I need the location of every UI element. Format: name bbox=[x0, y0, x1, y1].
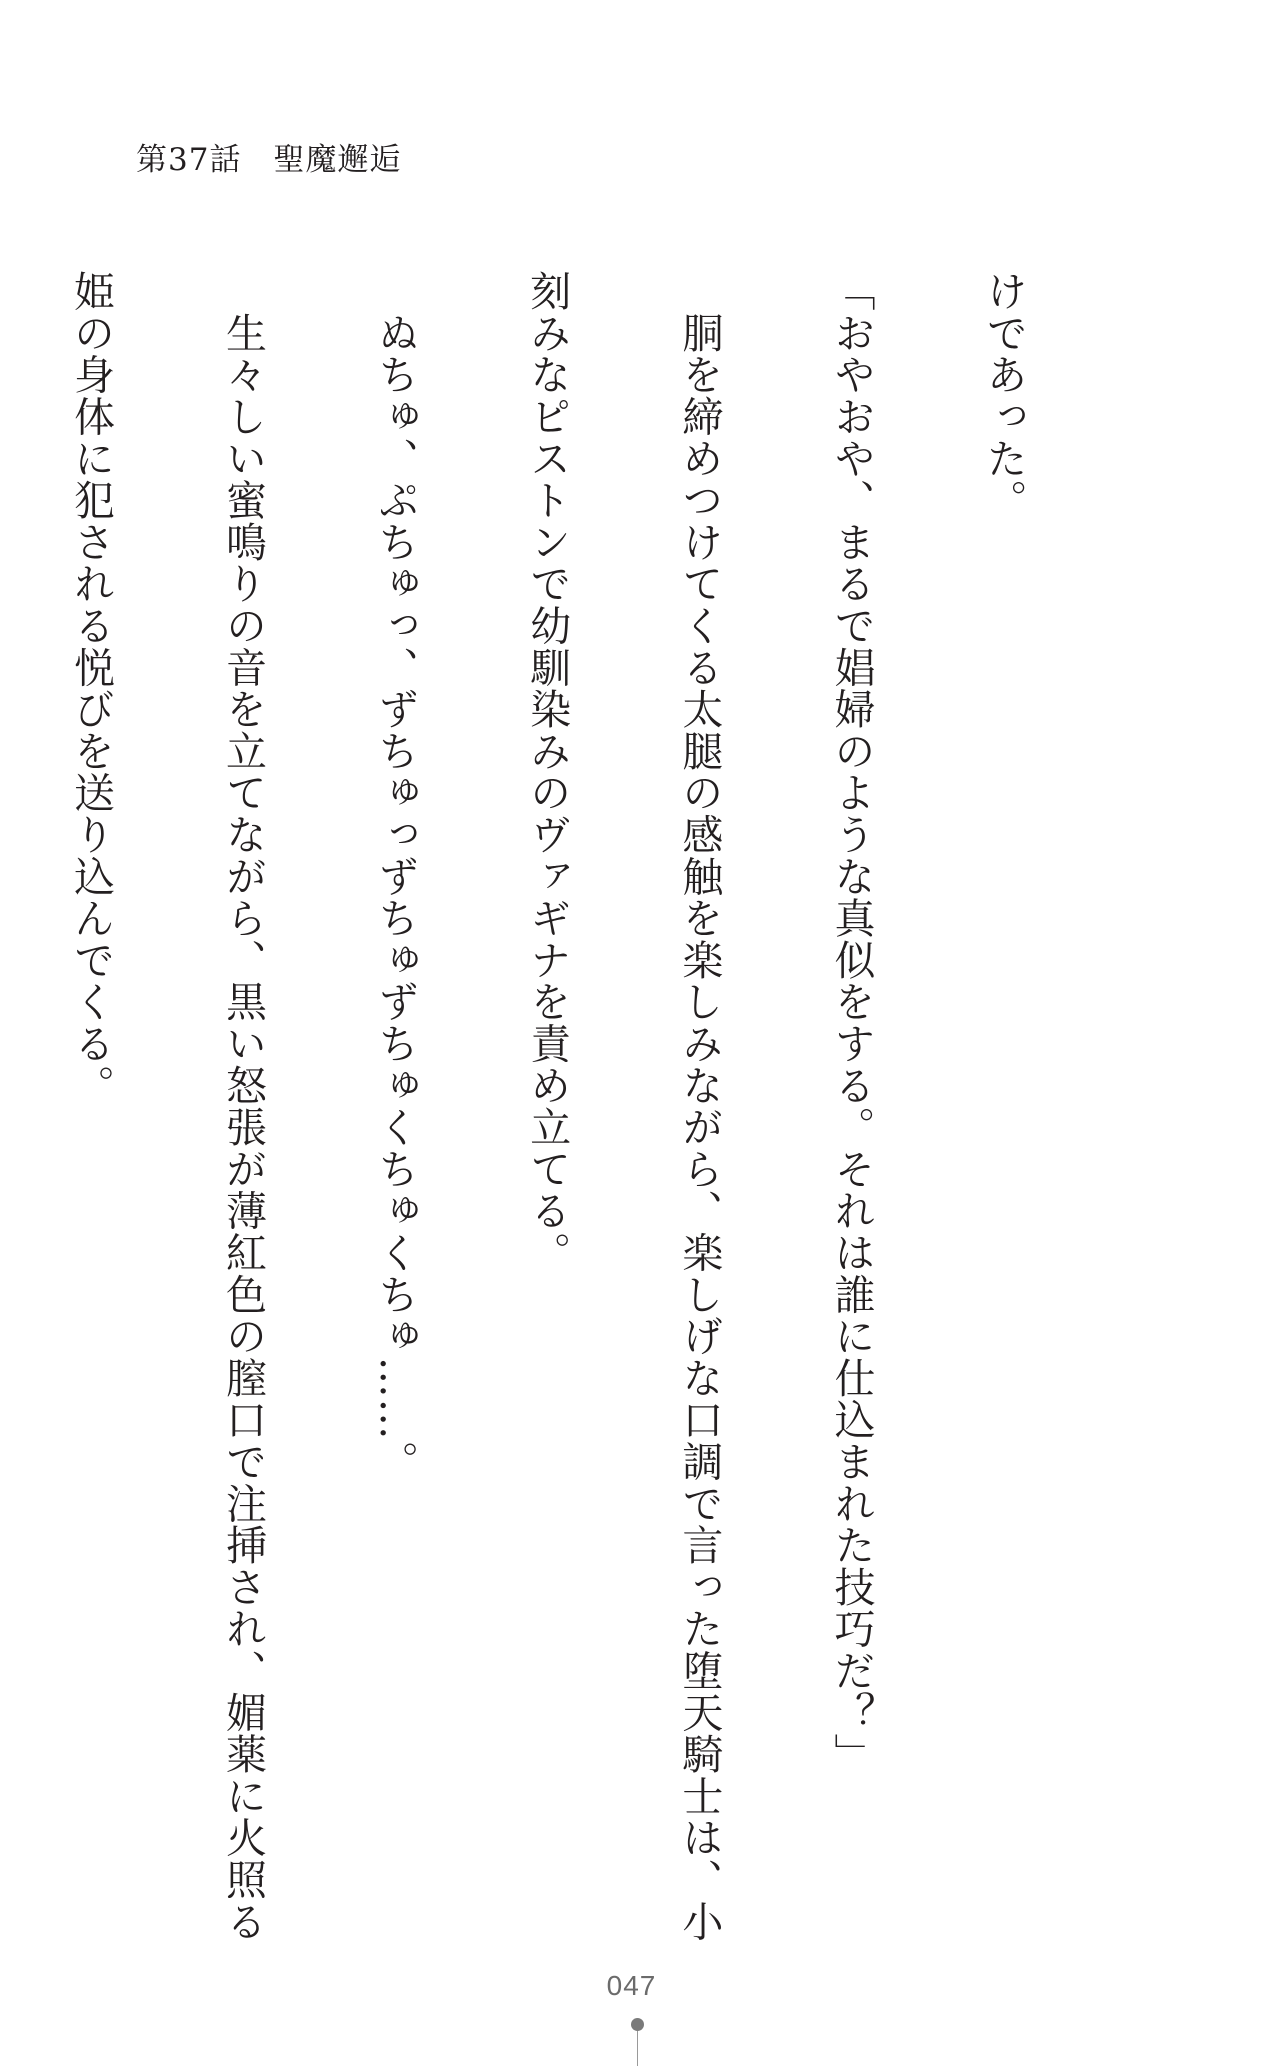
text-line: 胴を締めつけてくる太腿の感触を楽しみながら、楽しげな口調で言った堕天騎士は、小 bbox=[675, 270, 724, 1942]
page-marker-line bbox=[637, 2031, 638, 2066]
text-line: ぬちゅ、ぷちゅっ、ずちゅっずちゅずちゅくちゅくちゅ……。 bbox=[371, 270, 420, 1483]
chapter-title: 第37話 聖魔邂逅 bbox=[136, 142, 402, 178]
page-marker-dot bbox=[631, 2018, 644, 2031]
text-line: 生々しい蜜鳴りの音を立てながら、黒い怒張が薄紅色の膣口で注挿され、媚薬に火照る bbox=[219, 270, 268, 1942]
page-number: 047 bbox=[606, 1970, 657, 2001]
text-line: けであった。 bbox=[979, 270, 1028, 521]
body-text bbox=[66, 270, 1130, 1942]
text-line: 刻みなピストンで幼馴染みのヴァギナを責め立てる。 bbox=[523, 270, 572, 1274]
text-line: 「おやおや、まるで娼婦のような真似をする。それは誰に仕込まれた技巧だ？」 bbox=[827, 270, 876, 1775]
text-line: 姫の身体に犯される悦びを送り込んでくる。 bbox=[66, 270, 115, 1106]
